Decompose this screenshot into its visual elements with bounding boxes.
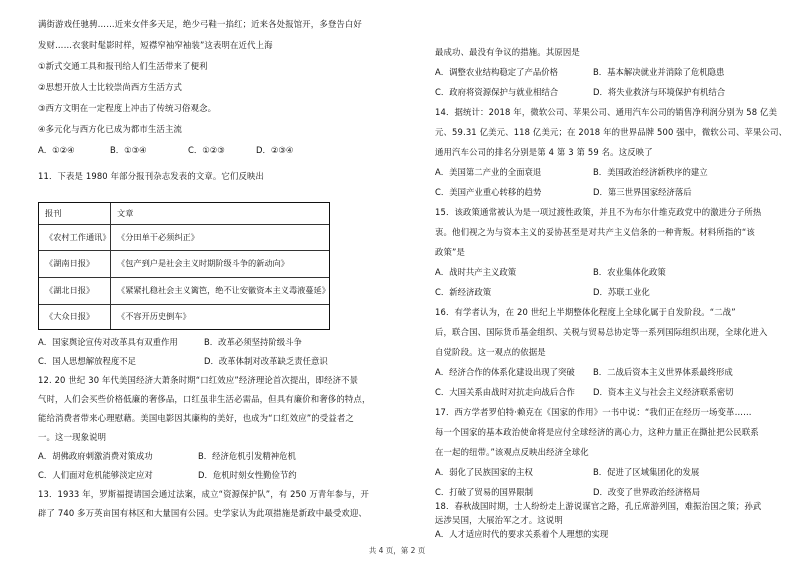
q16-option-a[interactable]: A．经济合作的体系化建设出现了突破 bbox=[435, 367, 575, 377]
table-header-article: 文章 bbox=[117, 208, 134, 218]
table-cell-article: 《不容开历史倒车》 bbox=[117, 311, 191, 321]
q10-option-d[interactable]: D．②③④ bbox=[256, 145, 294, 155]
q16-line-2: 后，联合国、国际货币基金组织、关税与贸易总协定等一系列国际组织出现，全球化进入 bbox=[435, 327, 768, 337]
q12-line-1: 12. 20 世纪 30 年代美国经济大萧条时期“口红效应”经济理论首次提出，即经济不景 bbox=[38, 375, 359, 385]
table-cell-newspaper: 《湖南日报》 bbox=[45, 258, 95, 268]
q15-line-3: 政策”是 bbox=[435, 247, 466, 257]
q13-option-b[interactable]: B．基本解决就业并消除了危机隐患 bbox=[593, 67, 725, 77]
q13-option-c[interactable]: C．政府将资源保护与就业相结合 bbox=[435, 87, 559, 97]
q10-option-a[interactable]: A．①②④ bbox=[38, 145, 75, 155]
q16-option-c[interactable]: C．大国关系由战时对抗走向战后合作 bbox=[435, 387, 575, 397]
q17-line-2: 每一个国家的基本政治使命将是应付全球经济的离心力，这种力量正在撕扯把公民联系 bbox=[435, 427, 759, 437]
q10-item-3: ③西方文明在一定程度上冲击了传统习俗观念。 bbox=[38, 103, 217, 113]
q12-option-b[interactable]: B．经济危机引发精神危机 bbox=[198, 451, 296, 461]
q16-line-1: 16．有学者认为，在 20 世纪上半期整体化程度上全球化属于自发阶段。“二战” bbox=[435, 307, 736, 317]
table-header-row bbox=[39, 203, 329, 225]
q17-option-b[interactable]: B．促进了区域集团化的发展 bbox=[593, 467, 700, 477]
table-cell-newspaper: 《大众日报》 bbox=[45, 311, 95, 321]
table-cell-article: 《分田单干必须纠正》 bbox=[117, 232, 199, 242]
q11-option-c[interactable]: C．国人思想解放程度不足 bbox=[38, 356, 136, 366]
table-cell-newspaper: 《农村工作通讯》 bbox=[45, 232, 111, 242]
q15-option-c[interactable]: C．新经济政策 bbox=[435, 287, 492, 297]
q10-item-2: ②思想开放人士比较崇尚西方生活方式 bbox=[38, 82, 183, 92]
q13-line-3: 最成功、最没有争议的措施。其原因是 bbox=[435, 47, 580, 57]
q15-line-1: 15．该政策通常被认为是一项过渡性政策，并且不为布尔什维克政党中的激进分子所热 bbox=[435, 207, 762, 217]
q14-option-c[interactable]: C．美国产业重心转移的趋势 bbox=[435, 187, 542, 197]
q12-line-3: 能给消费者带来心理慰藉。美国电影因其廉构的美好，也成为“口红效应”的受益者之 bbox=[38, 413, 354, 423]
q13-option-a[interactable]: A．调整农业结构稳定了产品价格 bbox=[435, 67, 558, 77]
q11-option-a[interactable]: A．国家舆论宣传对改革具有双重作用 bbox=[38, 337, 178, 347]
q17-option-a[interactable]: A．弱化了民族国家的主权 bbox=[435, 467, 533, 477]
q10-option-c[interactable]: C．①②③ bbox=[188, 145, 225, 155]
q17-line-3: 在一起的纽带。”该观点反映出经济全球化 bbox=[435, 447, 589, 457]
table-row bbox=[39, 304, 329, 329]
q14-option-a[interactable]: A．美国第二产业的全面衰退 bbox=[435, 167, 542, 177]
q17-line-1: 17．西方学者罗伯特·赖克在《国家的作用》一书中说：“我们正在经历一场变革…… bbox=[435, 407, 752, 417]
q14-line-1: 14．据统计：2018 年，微软公司、苹果公司、通用汽车公司的销售净利润分别为 58 亿美 bbox=[435, 107, 778, 117]
q10-line-2: 发财……衣裳时髦影时样，短襟窄袖窄袖装”这表明在近代上海 bbox=[38, 40, 273, 50]
q17-option-c[interactable]: C．打破了贸易的国界限制 bbox=[435, 487, 533, 497]
q14-option-d[interactable]: D．第三世界国家经济落后 bbox=[593, 187, 692, 197]
table-cell-article: 《包产到户是社会主义时期阶级斗争的新动向》 bbox=[117, 258, 289, 268]
q14-line-2: 元、59.31 亿美元、118 亿美元；在 2018 年的世界品牌 500 强中，微软公司、苹果公司、 bbox=[435, 127, 788, 137]
q10-option-b[interactable]: B．①③④ bbox=[110, 145, 147, 155]
q18-line-2: 远涉吴国，大展治军之才。这说明 bbox=[435, 515, 563, 525]
table-row bbox=[39, 277, 329, 305]
q11-option-b[interactable]: B．改革必须坚持阶级斗争 bbox=[204, 337, 302, 347]
q16-option-d[interactable]: D．资本主义与社会主义经济联系密切 bbox=[593, 387, 734, 397]
q16-line-3: 自觉阶段。这一观点的依据是 bbox=[435, 347, 546, 357]
table-cell-article: 《紧紧扎稳社会主义篱笆，绝不让安徽资本主义毒液蔓延》 bbox=[117, 285, 330, 295]
q12-option-a[interactable]: A．胡佛政府刺激消费对策成功 bbox=[38, 451, 153, 461]
q14-line-3: 通用汽车公司的排名分别是第 4 第 3 第 59 名。这反映了 bbox=[435, 147, 653, 157]
q11-table bbox=[38, 202, 330, 330]
q17-option-d[interactable]: D．改变了世界政治经济格局 bbox=[593, 487, 700, 497]
table-row bbox=[39, 250, 329, 278]
q15-option-b[interactable]: B．农业集体化政策 bbox=[593, 267, 666, 277]
table-cell-newspaper: 《湖北日报》 bbox=[45, 285, 95, 295]
page-footer: 共 4 页，第 2 页 bbox=[368, 546, 426, 555]
q13-line-2: 辟了 740 多万英亩国有林区和大量国有公园。史学家认为此项措施是新政中最受欢迎、 bbox=[38, 508, 367, 518]
q12-line-4: 一。这一现象说明 bbox=[38, 432, 107, 442]
table-header-newspaper: 报刊 bbox=[45, 208, 62, 218]
table-row bbox=[39, 224, 329, 251]
q18-line-1: 18．春秋战国时期，士人纷纷走上游说谋官之路，孔丘席游列国，难振治国之策；孙武 bbox=[435, 501, 762, 511]
q12-option-d[interactable]: D．危机时刻女性勤俭节约 bbox=[198, 470, 297, 480]
q15-option-a[interactable]: A．战时共产主义政策 bbox=[435, 267, 517, 277]
q10-line-1: 满街游戏任驰骋……近来女伴多天足，绝少弓鞋一掐红；近来各处报馆开，多登告白好 bbox=[38, 19, 362, 29]
q13-line-1: 13．1933 年，罗斯福提请国会通过法案，成立“资源保护队”，有 250 万青年参与，开 bbox=[38, 489, 369, 499]
q11-option-d[interactable]: D．改革体制对改革缺乏责任意识 bbox=[204, 356, 328, 366]
q12-line-2: 气时，人们会买些价格低廉的奢侈品，口红虽非生活必需品，但具有廉价和奢侈的特点， bbox=[38, 394, 371, 404]
q15-line-2: 衷。他们视之为与资本主义的妥协甚至是对共产主义信条的一种背叛。材料所指的“该 bbox=[435, 227, 755, 237]
q10-item-4: ④多元化与西方化已成为都市生活主流 bbox=[38, 124, 183, 134]
q13-option-d[interactable]: D．将失业救济与环境保护有机结合 bbox=[593, 87, 726, 97]
q14-option-b[interactable]: B．美国政治经济新秩序的建立 bbox=[593, 167, 708, 177]
q11-stem: 11．下表是 1980 年部分报刊杂志发表的文章。它们反映出 bbox=[38, 171, 265, 181]
q12-option-c[interactable]: C．人们面对危机能够淡定应对 bbox=[38, 470, 153, 480]
q15-option-d[interactable]: D．苏联工业化 bbox=[593, 287, 650, 297]
q18-option-a[interactable]: A．人才适应时代的要求关系着个人理想的实现 bbox=[435, 529, 609, 539]
q16-option-b[interactable]: B．二战后资本主义世界体系最终形成 bbox=[593, 367, 733, 377]
q10-item-1: ①新式交通工具和报刊给人们生活带来了便利 bbox=[38, 61, 208, 71]
